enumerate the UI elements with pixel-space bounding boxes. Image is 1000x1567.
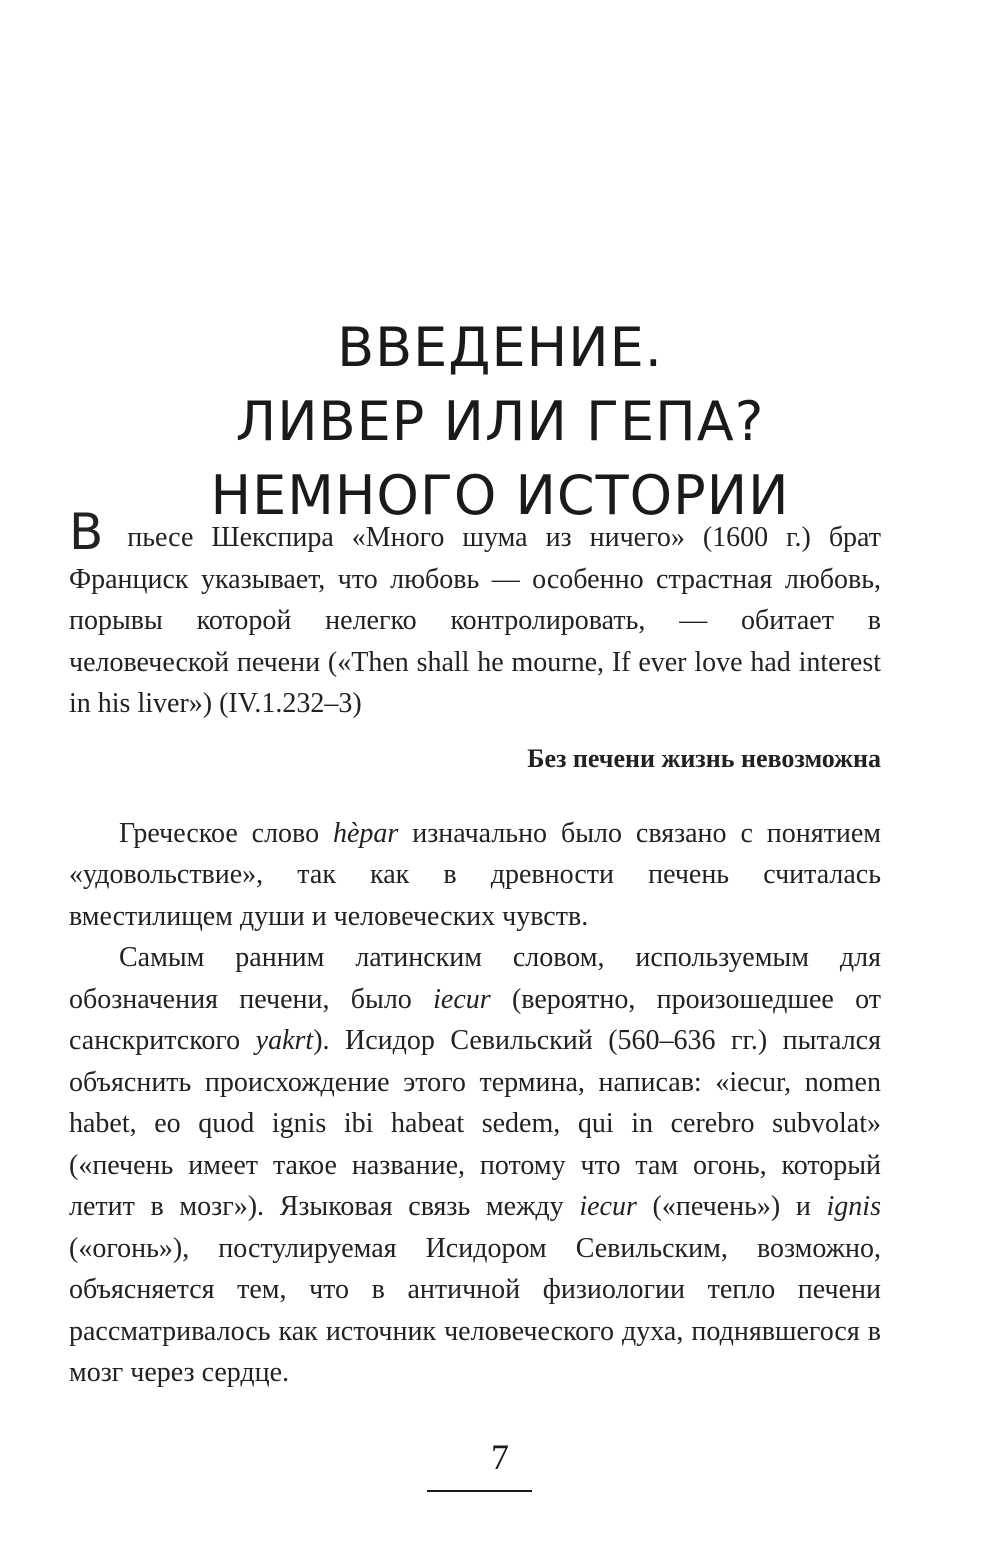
paragraph-greek-text-2: изначально было связано с понятием «удовольствие», так как в древности печень считалась вместилищем души и человеческих чувств. bbox=[69, 817, 882, 932]
chapter-title-line-2: ЛИВЕР ИЛИ ГЕПА? bbox=[235, 390, 765, 454]
term-iecur-2: iecur bbox=[579, 1191, 637, 1222]
paragraph-latin-text-3: ). Исидор Севильский (560–636 гг.) пытался объяснить происхождение этого термина, написав: «iecur, nomen habet, eo quod ignis ibi habeat sedem, qui in cerebro subvolat» («печень имеет такое название, потому что там огонь, который летит в мозг»). Языковая связь между bbox=[69, 1025, 881, 1222]
chapter-title-line-1: ВВЕДЕНИЕ. bbox=[337, 316, 663, 380]
footer-rule bbox=[427, 1490, 532, 1492]
epigraph: Без печени жизнь невозможна bbox=[527, 743, 881, 773]
paragraph-latin-text-4: («печень») и bbox=[636, 1191, 827, 1222]
paragraph-latin-word bbox=[69, 937, 881, 1394]
body-text bbox=[69, 503, 882, 1394]
drop-cap: В bbox=[69, 503, 104, 561]
page-footer bbox=[0, 1435, 1000, 1479]
paragraph-greek-text-1: Греческое слово bbox=[119, 817, 333, 849]
paragraph-intro bbox=[69, 503, 881, 725]
term-iecur: iecur bbox=[433, 983, 491, 1015]
paragraph-latin-text-1: Самым ранним латинским словом, используемым для обозначения печени, было bbox=[69, 942, 881, 1015]
paragraph-intro-text: пьесе Шекспира «Много шума из ничего» (1600 г.) брат Франциск указывает, что любовь — особенно страстная любовь, порывы которой нелегко контролировать, — обитает в человеческой печени («Then shall he mourne, If ever love had interest in his liver») (IV.1.232–3) bbox=[69, 522, 881, 719]
term-ignis: ignis bbox=[826, 1191, 881, 1222]
paragraph-greek-word bbox=[69, 813, 881, 938]
paragraph-latin-text-5: («огонь»), постулируемая Исидором Севильским, возможно, объясняется тем, что в античной физиологии тепло печени рассматривалось как источник человеческого духа, поднявшегося в мозг через сердце. bbox=[69, 1232, 881, 1388]
page-number: 7 bbox=[491, 1437, 509, 1477]
term-hepar: hèpar bbox=[333, 817, 399, 849]
term-yakrt: yakrt bbox=[255, 1025, 314, 1056]
paragraph-latin-text-2: (вероятно, произошедшее от санскритского bbox=[69, 983, 881, 1056]
chapter-title bbox=[0, 311, 1000, 533]
chapter-title-line-3: НЕМНОГО ИСТОРИИ bbox=[210, 464, 790, 528]
